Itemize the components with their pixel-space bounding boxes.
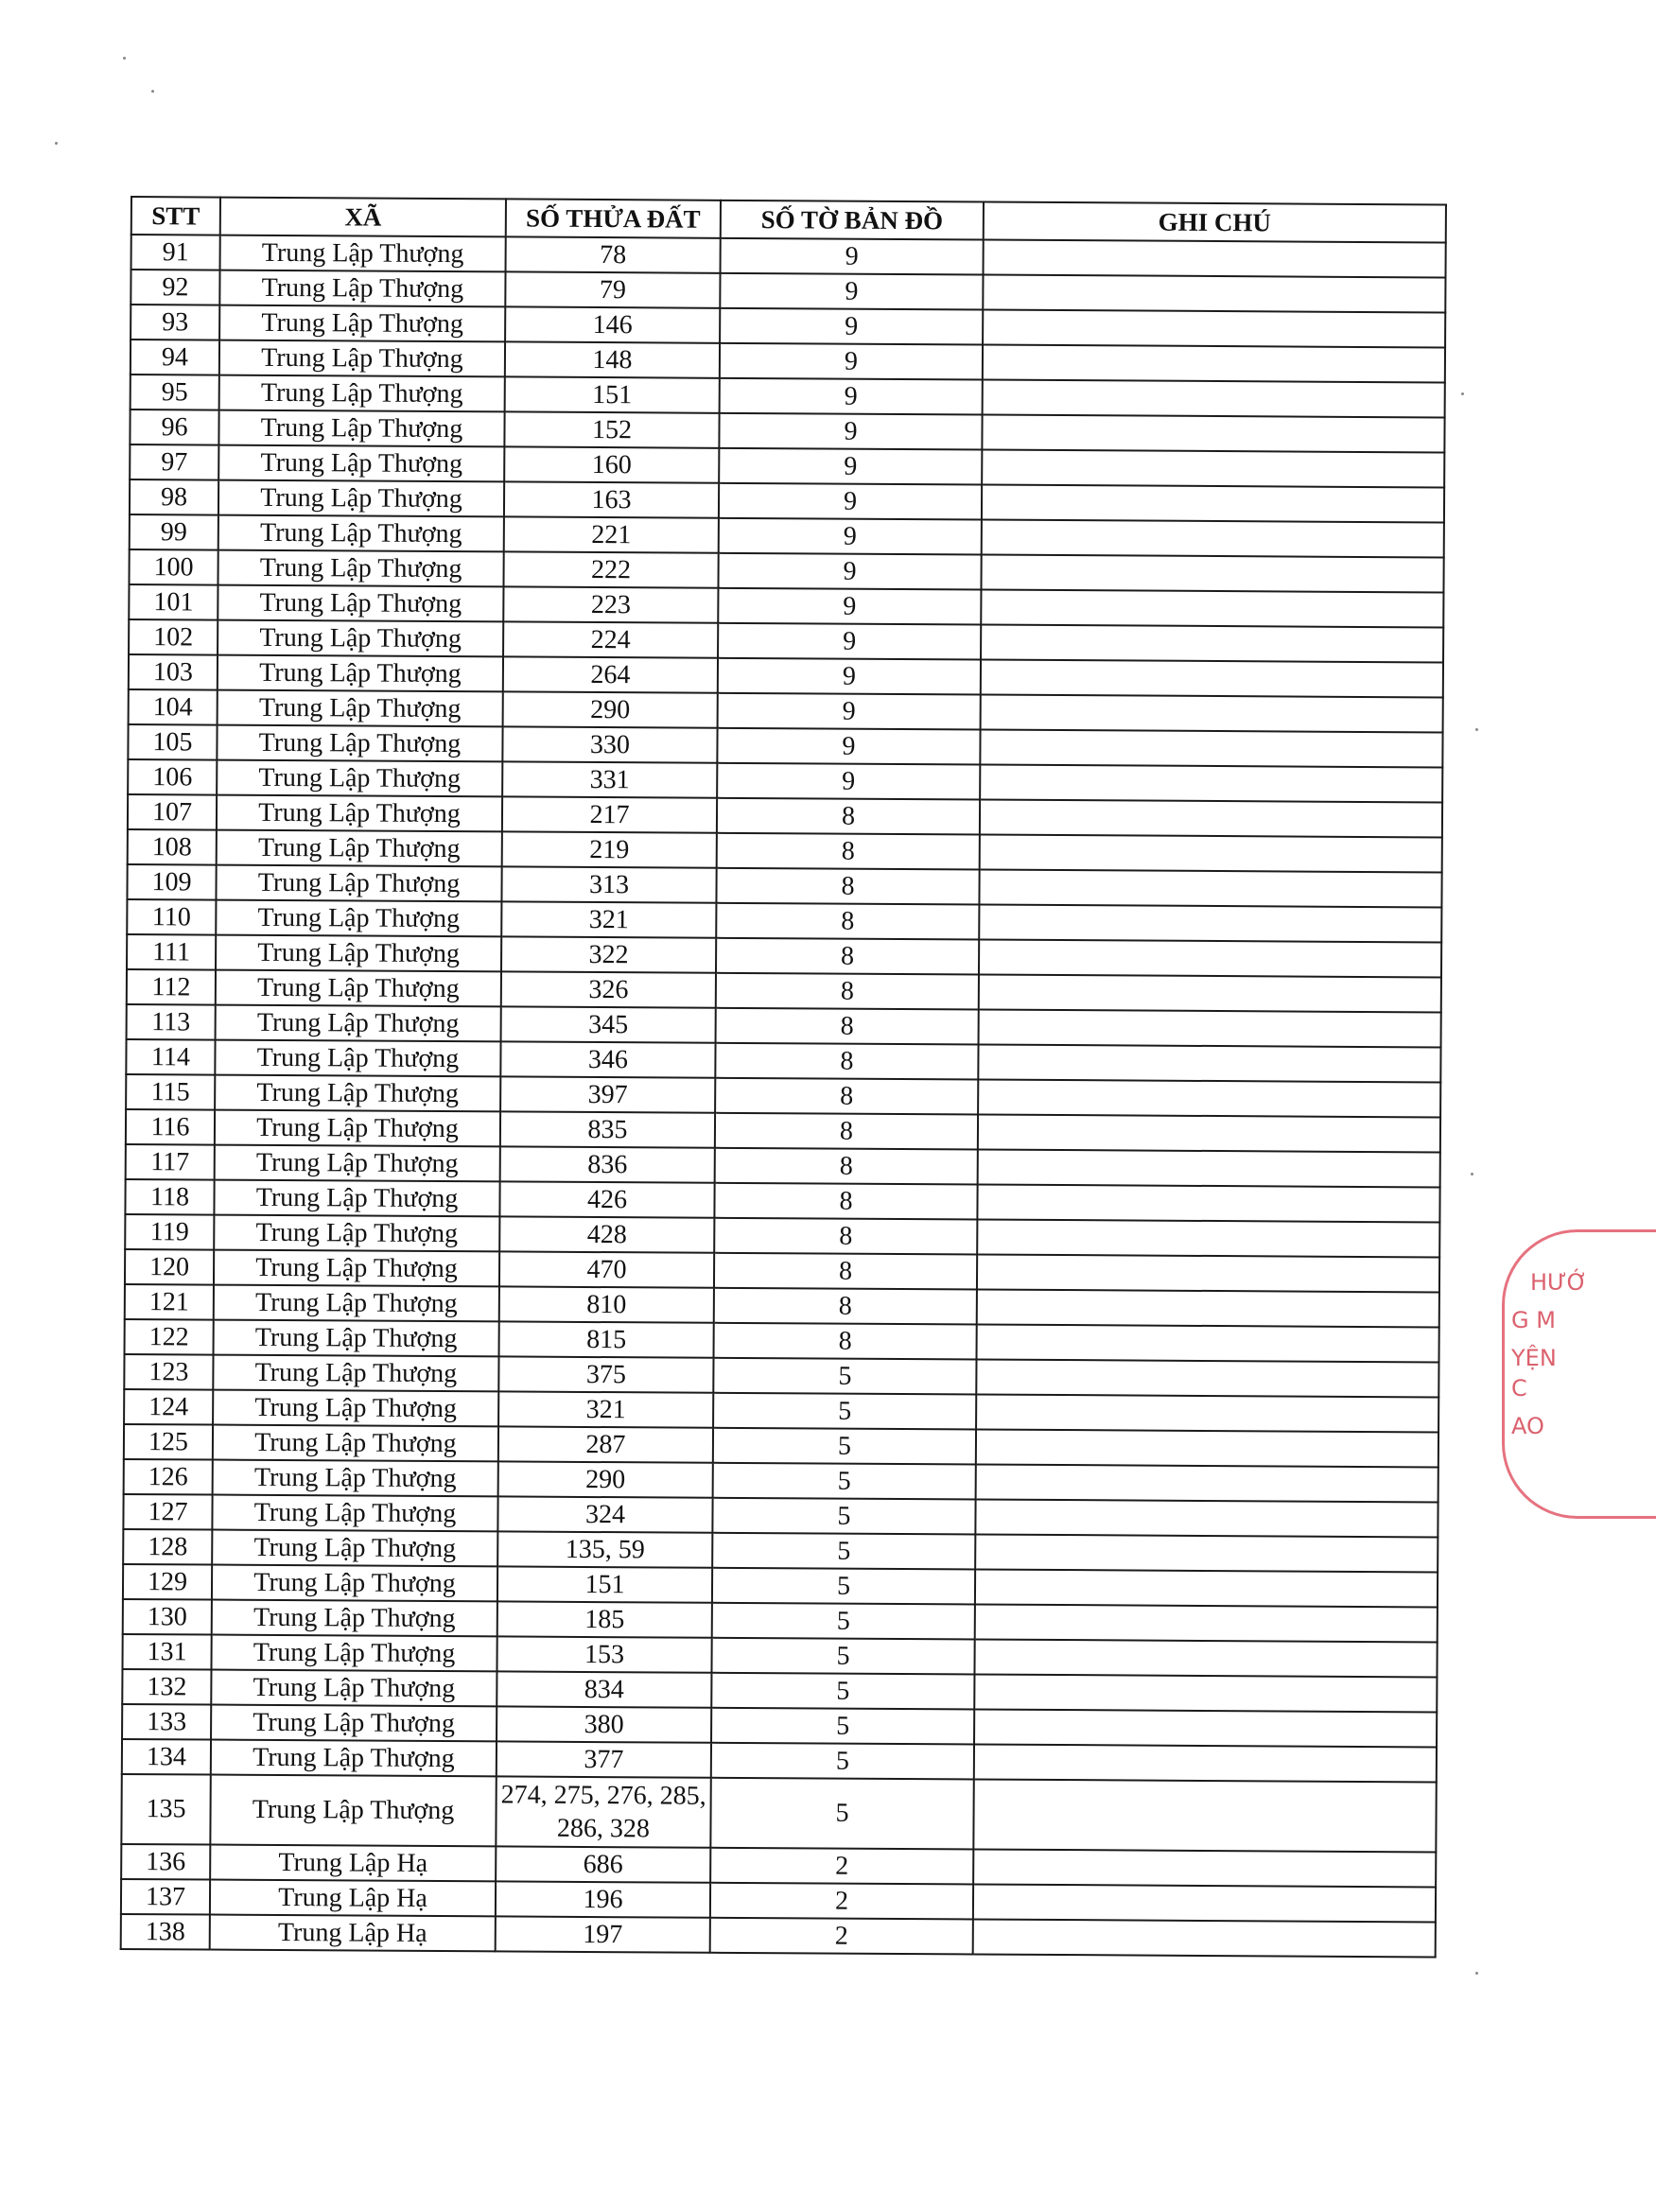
cell-stt: 135 xyxy=(121,1774,210,1845)
cell-so-to: 5 xyxy=(713,1358,976,1395)
header-so-thua: SỐ THỬA ĐẤT xyxy=(506,199,721,237)
cell-stt: 121 xyxy=(125,1284,214,1320)
cell-xa: Trung Lập Thượng xyxy=(217,760,502,797)
cell-so-to: 8 xyxy=(716,868,979,905)
cell-xa: Trung Lập Thượng xyxy=(211,1740,497,1777)
cell-so-to: 8 xyxy=(716,1008,979,1045)
cell-ghi-chu xyxy=(980,834,1442,872)
cell-stt: 111 xyxy=(127,934,216,970)
cell-so-to: 5 xyxy=(712,1498,975,1535)
cell-so-to: 5 xyxy=(713,1463,976,1500)
cell-stt: 107 xyxy=(128,794,217,830)
cell-stt: 127 xyxy=(123,1494,212,1530)
cell-ghi-chu xyxy=(975,1534,1438,1572)
cell-stt: 134 xyxy=(122,1739,211,1775)
cell-so-thua: 380 xyxy=(497,1706,711,1742)
cell-so-thua: 426 xyxy=(499,1181,714,1217)
cell-so-to: 9 xyxy=(719,483,982,520)
cell-xa: Trung Lập Thượng xyxy=(212,1565,497,1602)
scan-speck xyxy=(1475,1972,1478,1975)
cell-so-to: 8 xyxy=(716,903,979,940)
cell-stt: 91 xyxy=(131,235,220,270)
cell-stt: 124 xyxy=(124,1389,213,1425)
cell-xa: Trung Lập Thượng xyxy=(214,1320,499,1357)
table-row xyxy=(121,1774,1436,1852)
cell-so-thua: 377 xyxy=(497,1741,711,1777)
cell-xa: Trung Lập Thượng xyxy=(217,830,502,867)
cell-so-to: 9 xyxy=(719,413,982,450)
cell-so-to: 5 xyxy=(712,1533,975,1570)
cell-so-thua: 321 xyxy=(501,901,716,937)
cell-so-to: 8 xyxy=(715,1043,978,1080)
cell-so-to: 9 xyxy=(721,238,984,275)
cell-ghi-chu xyxy=(975,1604,1438,1642)
cell-xa: Trung Lập Thượng xyxy=(213,1460,498,1497)
table-row xyxy=(121,1914,1436,1957)
cell-stt: 108 xyxy=(128,829,217,865)
cell-so-thua: 79 xyxy=(505,271,720,307)
cell-so-to: 9 xyxy=(720,378,983,415)
cell-stt: 122 xyxy=(125,1319,214,1355)
cell-xa: Trung Lập Thượng xyxy=(218,445,504,482)
cell-xa: Trung Lập Thượng xyxy=(213,1425,498,1462)
cell-so-to: 8 xyxy=(714,1218,977,1255)
cell-so-thua: 346 xyxy=(500,1041,715,1077)
cell-so-to: 8 xyxy=(715,1113,978,1150)
cell-ghi-chu xyxy=(976,1429,1438,1467)
cell-so-thua: 345 xyxy=(501,1006,716,1042)
cell-stt: 133 xyxy=(122,1704,211,1740)
cell-xa: Trung Lập Thượng xyxy=(219,375,505,412)
cell-ghi-chu xyxy=(982,415,1444,453)
cell-so-to: 5 xyxy=(711,1673,974,1710)
cell-ghi-chu xyxy=(974,1674,1437,1712)
red-stamp xyxy=(1502,1229,1588,1513)
cell-xa: Trung Lập Thượng xyxy=(215,1075,500,1112)
cell-xa: Trung Lập Thượng xyxy=(216,865,501,902)
cell-xa: Trung Lập Thượng xyxy=(218,515,504,552)
cell-ghi-chu xyxy=(983,345,1445,383)
cell-so-thua: 290 xyxy=(498,1461,713,1497)
cell-xa: Trung Lập Hạ xyxy=(210,1880,496,1917)
cell-so-thua: 196 xyxy=(496,1881,710,1917)
cell-stt: 99 xyxy=(130,514,218,550)
cell-xa: Trung Lập Thượng xyxy=(216,935,501,972)
cell-ghi-chu xyxy=(977,1219,1439,1257)
header-xa: XÃ xyxy=(220,198,506,237)
cell-ghi-chu xyxy=(974,1709,1437,1747)
cell-xa: Trung Lập Thượng xyxy=(211,1670,497,1707)
cell-stt: 126 xyxy=(124,1459,213,1495)
cell-ghi-chu xyxy=(982,450,1444,488)
cell-ghi-chu xyxy=(977,1324,1439,1362)
cell-ghi-chu xyxy=(976,1464,1438,1502)
cell-so-to: 8 xyxy=(714,1253,977,1290)
cell-so-to: 9 xyxy=(718,623,981,660)
cell-stt: 123 xyxy=(124,1354,213,1390)
cell-ghi-chu xyxy=(978,1149,1440,1187)
cell-so-thua: 197 xyxy=(496,1916,710,1952)
stamp-text-line: AO xyxy=(1511,1413,1544,1439)
cell-xa: Trung Lập Thượng xyxy=(215,1040,500,1077)
cell-xa: Trung Lập Thượng xyxy=(212,1495,497,1532)
cell-so-thua: 428 xyxy=(499,1216,714,1252)
cell-so-to: 9 xyxy=(718,658,981,695)
cell-xa: Trung Lập Thượng xyxy=(219,270,505,307)
cell-stt: 114 xyxy=(126,1039,215,1075)
cell-so-to: 9 xyxy=(720,308,983,345)
cell-xa: Trung Lập Thượng xyxy=(214,1250,499,1287)
cell-stt: 112 xyxy=(127,969,216,1005)
cell-stt: 96 xyxy=(130,409,218,445)
scan-speck xyxy=(123,57,126,60)
cell-xa: Trung Lập Thượng xyxy=(217,795,502,832)
cell-ghi-chu xyxy=(974,1744,1437,1782)
cell-ghi-chu xyxy=(981,695,1443,733)
cell-xa: Trung Lập Thượng xyxy=(210,1775,496,1847)
cell-so-thua: 185 xyxy=(497,1601,712,1637)
cell-so-thua: 151 xyxy=(505,376,720,412)
cell-so-thua: 223 xyxy=(503,586,718,622)
cell-so-to: 9 xyxy=(717,763,980,800)
cell-stt: 136 xyxy=(121,1844,210,1880)
cell-ghi-chu xyxy=(979,1009,1441,1047)
cell-so-to: 5 xyxy=(712,1568,975,1605)
cell-so-thua: 146 xyxy=(505,306,720,342)
cell-so-thua: 152 xyxy=(504,411,719,447)
cell-stt: 129 xyxy=(123,1564,212,1600)
stamp-text-line: YỆN C xyxy=(1511,1345,1557,1402)
cell-so-to: 2 xyxy=(710,1848,973,1885)
cell-so-to: 5 xyxy=(712,1603,975,1640)
cell-so-thua: 835 xyxy=(500,1111,715,1147)
cell-ghi-chu xyxy=(984,240,1446,278)
cell-so-thua: 160 xyxy=(504,446,719,482)
cell-so-thua: 217 xyxy=(502,796,717,832)
cell-xa: Trung Lập Thượng xyxy=(216,970,501,1007)
cell-ghi-chu xyxy=(977,1184,1439,1222)
cell-ghi-chu xyxy=(979,939,1441,977)
scan-speck xyxy=(55,142,58,145)
cell-ghi-chu xyxy=(979,869,1441,907)
cell-so-to: 2 xyxy=(710,1918,973,1955)
cell-so-to: 8 xyxy=(714,1288,977,1325)
cell-so-to: 8 xyxy=(715,1078,978,1115)
land-parcel-table xyxy=(120,196,1447,1958)
cell-ghi-chu xyxy=(981,555,1443,593)
cell-stt: 120 xyxy=(125,1249,214,1285)
cell-ghi-chu xyxy=(980,729,1442,767)
land-parcel-sheet xyxy=(131,196,1445,1950)
cell-stt: 113 xyxy=(127,1004,216,1040)
cell-stt: 109 xyxy=(127,864,216,900)
cell-xa: Trung Lập Thượng xyxy=(215,1110,500,1147)
cell-xa: Trung Lập Thượng xyxy=(215,1145,500,1182)
cell-xa: Trung Lập Thượng xyxy=(219,340,505,377)
cell-xa: Trung Lập Thượng xyxy=(214,1215,499,1252)
cell-xa: Trung Lập Thượng xyxy=(218,690,503,727)
scan-speck xyxy=(1461,392,1464,395)
cell-xa: Trung Lập Thượng xyxy=(216,1005,501,1042)
cell-so-thua: 135, 59 xyxy=(497,1531,712,1567)
cell-ghi-chu xyxy=(973,1779,1436,1852)
cell-xa: Trung Lập Thượng xyxy=(218,410,504,447)
cell-stt: 128 xyxy=(123,1529,212,1565)
cell-stt: 102 xyxy=(129,619,218,655)
cell-so-thua: 324 xyxy=(497,1496,712,1532)
cell-so-thua: 78 xyxy=(506,236,721,272)
cell-so-to: 9 xyxy=(718,588,981,625)
cell-so-to: 5 xyxy=(713,1393,976,1430)
cell-so-thua: 153 xyxy=(497,1636,711,1672)
cell-xa: Trung Lập Thượng xyxy=(218,620,503,657)
cell-so-thua: 222 xyxy=(503,551,718,587)
cell-ghi-chu xyxy=(983,380,1445,418)
cell-xa: Trung Lập Thượng xyxy=(218,655,503,692)
cell-ghi-chu xyxy=(979,974,1441,1012)
cell-so-thua: 375 xyxy=(498,1356,713,1392)
cell-so-thua: 686 xyxy=(496,1846,710,1882)
cell-stt: 115 xyxy=(126,1074,215,1110)
cell-so-thua: 321 xyxy=(498,1391,713,1427)
stamp-ring xyxy=(1502,1229,1656,1519)
cell-so-to: 8 xyxy=(717,798,980,835)
cell-so-thua: 326 xyxy=(501,971,716,1007)
cell-stt: 118 xyxy=(125,1179,214,1215)
cell-ghi-chu xyxy=(980,764,1442,802)
cell-xa: Trung Lập Thượng xyxy=(218,585,503,622)
cell-stt: 125 xyxy=(124,1424,213,1460)
cell-xa: Trung Lập Thượng xyxy=(219,305,505,342)
scan-speck xyxy=(151,90,154,93)
cell-so-thua: 264 xyxy=(503,656,718,692)
cell-ghi-chu xyxy=(978,1079,1440,1117)
cell-ghi-chu xyxy=(975,1499,1438,1537)
header-so-to: SỐ TỜ BẢN ĐỒ xyxy=(721,200,984,240)
cell-stt: 100 xyxy=(129,549,218,585)
cell-so-thua: 815 xyxy=(499,1321,714,1357)
cell-so-thua: 330 xyxy=(502,726,717,762)
cell-xa: Trung Lập Thượng xyxy=(213,1390,498,1427)
cell-ghi-chu xyxy=(981,660,1443,698)
cell-so-to: 8 xyxy=(716,973,979,1010)
cell-xa: Trung Lập Thượng xyxy=(211,1705,497,1742)
cell-ghi-chu xyxy=(983,275,1445,313)
cell-so-to: 9 xyxy=(718,693,981,730)
cell-xa: Trung Lập Thượng xyxy=(212,1530,497,1567)
cell-so-to: 8 xyxy=(714,1323,977,1360)
cell-ghi-chu xyxy=(974,1639,1437,1677)
cell-stt: 104 xyxy=(129,689,218,725)
cell-so-thua: 148 xyxy=(505,341,720,377)
cell-xa: Trung Lập Thượng xyxy=(211,1635,497,1672)
cell-so-thua: 331 xyxy=(502,761,717,797)
cell-xa: Trung Lập Thượng xyxy=(220,235,506,272)
cell-ghi-chu xyxy=(976,1359,1438,1397)
cell-so-to: 5 xyxy=(713,1428,976,1465)
cell-stt: 131 xyxy=(122,1634,211,1670)
cell-so-to: 2 xyxy=(710,1883,973,1920)
cell-stt: 119 xyxy=(125,1214,214,1250)
header-ghi-chu: GHI CHÚ xyxy=(984,202,1446,243)
stamp-text-line: HƯỚ xyxy=(1530,1269,1588,1296)
cell-so-thua: 322 xyxy=(501,936,716,972)
cell-stt: 101 xyxy=(129,584,218,620)
cell-so-to: 5 xyxy=(710,1778,973,1850)
cell-so-to: 9 xyxy=(719,518,982,555)
cell-stt: 132 xyxy=(122,1669,211,1705)
header-stt: STT xyxy=(131,197,220,235)
cell-so-thua: 836 xyxy=(500,1146,715,1182)
cell-ghi-chu xyxy=(978,1044,1440,1082)
cell-stt: 95 xyxy=(131,374,219,410)
cell-xa: Trung Lập Thượng xyxy=(212,1600,497,1637)
cell-ghi-chu xyxy=(978,1114,1440,1152)
cell-so-thua: 224 xyxy=(503,621,718,657)
cell-so-to: 9 xyxy=(720,343,983,380)
cell-xa: Trung Lập Thượng xyxy=(213,1355,498,1392)
cell-ghi-chu xyxy=(976,1394,1438,1432)
cell-so-thua: 274, 275, 276, 285, 286, 328 xyxy=(496,1776,710,1847)
cell-so-thua: 397 xyxy=(500,1076,715,1112)
cell-xa: Trung Lập Hạ xyxy=(210,1845,496,1882)
cell-xa: Trung Lập Thượng xyxy=(218,480,504,517)
cell-ghi-chu xyxy=(981,590,1443,628)
cell-stt: 94 xyxy=(131,340,219,375)
cell-so-to: 9 xyxy=(717,728,980,765)
cell-stt: 103 xyxy=(129,654,218,690)
cell-xa: Trung Lập Thượng xyxy=(216,900,501,937)
cell-so-thua: 151 xyxy=(497,1566,712,1602)
cell-so-thua: 313 xyxy=(501,866,716,902)
table-body xyxy=(121,235,1446,1957)
cell-ghi-chu xyxy=(975,1569,1438,1607)
cell-so-to: 5 xyxy=(711,1638,974,1675)
cell-stt: 105 xyxy=(128,724,217,760)
cell-so-to: 9 xyxy=(720,273,983,310)
cell-xa: Trung Lập Thượng xyxy=(217,725,502,762)
cell-stt: 97 xyxy=(130,444,218,480)
cell-xa: Trung Lập Thượng xyxy=(214,1180,499,1217)
cell-ghi-chu xyxy=(982,520,1444,558)
cell-stt: 98 xyxy=(130,479,218,515)
cell-xa: Trung Lập Hạ xyxy=(210,1915,496,1952)
scan-speck xyxy=(1471,1173,1473,1176)
cell-so-thua: 810 xyxy=(499,1286,714,1322)
cell-stt: 116 xyxy=(126,1109,215,1145)
cell-so-to: 8 xyxy=(716,938,979,975)
cell-so-thua: 219 xyxy=(502,831,717,867)
cell-stt: 106 xyxy=(128,759,217,795)
cell-so-thua: 221 xyxy=(504,516,719,552)
cell-ghi-chu xyxy=(981,625,1443,663)
cell-so-to: 5 xyxy=(711,1708,974,1745)
cell-stt: 138 xyxy=(121,1914,210,1950)
cell-ghi-chu xyxy=(977,1289,1439,1327)
cell-so-thua: 290 xyxy=(503,691,718,727)
cell-stt: 92 xyxy=(131,270,219,305)
cell-ghi-chu xyxy=(979,904,1441,942)
cell-stt: 110 xyxy=(127,899,216,935)
cell-so-thua: 470 xyxy=(499,1251,714,1287)
cell-ghi-chu xyxy=(977,1254,1439,1292)
cell-stt: 130 xyxy=(123,1599,212,1635)
cell-stt: 93 xyxy=(131,305,219,340)
cell-ghi-chu xyxy=(973,1849,1436,1887)
cell-ghi-chu xyxy=(973,1919,1436,1957)
cell-so-to: 5 xyxy=(711,1743,974,1780)
cell-so-thua: 834 xyxy=(497,1671,711,1707)
cell-so-to: 9 xyxy=(718,553,981,590)
scan-speck xyxy=(1475,728,1478,731)
cell-xa: Trung Lập Thượng xyxy=(218,550,503,587)
cell-ghi-chu xyxy=(983,310,1445,348)
cell-ghi-chu xyxy=(980,799,1442,837)
cell-so-thua: 163 xyxy=(504,481,719,517)
cell-xa: Trung Lập Thượng xyxy=(214,1285,499,1322)
stamp-text-line: G M xyxy=(1511,1307,1556,1333)
cell-ghi-chu xyxy=(973,1884,1436,1922)
cell-so-thua: 287 xyxy=(498,1426,713,1462)
cell-so-to: 8 xyxy=(717,833,980,870)
cell-so-to: 8 xyxy=(714,1183,977,1220)
cell-so-to: 8 xyxy=(715,1148,978,1185)
cell-stt: 137 xyxy=(121,1879,210,1915)
cell-ghi-chu xyxy=(982,485,1444,523)
cell-so-to: 9 xyxy=(719,448,982,485)
cell-stt: 117 xyxy=(126,1144,215,1180)
